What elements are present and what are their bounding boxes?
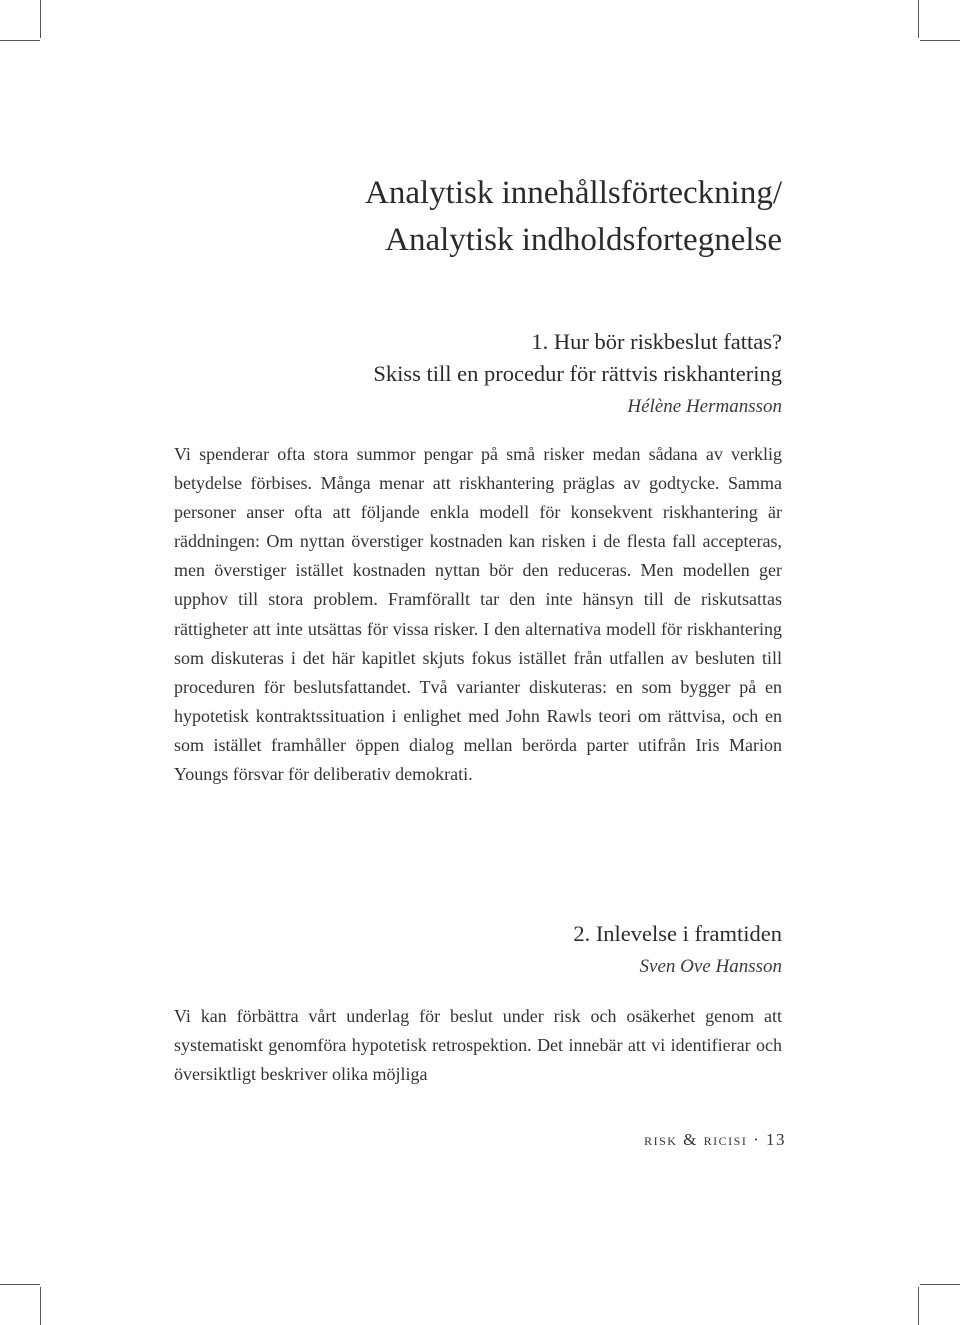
section-1-body: Vi spenderar ofta stora summor pengar på små risker medan sådana av verklig betydelse förbises. Många menar att riskhantering präglas av godtycke. Samma personer anser ofta att följande enkla modell för konsekvent riskhantering är räddningen: Om nyttan överstiger kostnaden kan risken i de flesta fall accepteras, men överstiger istället kostnaden nyttan bör den reduceras. Men modellen ger upphov till stora problem. Framförallt tar den inte hänsyn till de riskutsattas rättigheter att inte utsättas för vissa risker. I den alternativa modell för riskhantering som diskuteras i det här kapitlet skjuts fokus istället från utfallen av besluten till proceduren för beslutsfattandet. Två varianter diskuteras: en som bygger på en hypotetisk kontraktssituation i enlighet med John Rawls teori om rättvisa, och en som istället framhåller öppen dialog mellan berörda parter utifrån Iris Marion Youngs försvar för deliberativ demokrati.	[174, 444, 782, 785]
section-2	[174, 918, 782, 1089]
section-1-heading	[174, 326, 782, 390]
page-footer	[644, 1130, 786, 1150]
crop-mark-top-left-horizontal	[0, 40, 40, 41]
footer-separator: ·	[753, 1130, 761, 1149]
crop-mark-top-right-horizontal	[920, 40, 960, 41]
page-title	[170, 170, 782, 264]
crop-mark-top-left-vertical	[40, 0, 41, 38]
page-title-line-1: Analytisk innehållsförteckning/	[365, 175, 782, 211]
crop-mark-bottom-left-vertical	[40, 1287, 41, 1325]
section-2-heading-line-1: 2. Inlevelse i framtiden	[573, 921, 782, 946]
crop-mark-bottom-right-horizontal	[920, 1284, 960, 1285]
crop-mark-top-right-vertical	[918, 0, 919, 38]
section-1-heading-line-2: Skiss till en procedur för rättvis riskhantering	[373, 361, 782, 386]
section-2-body: Vi kan förbättra vårt underlag för beslut under risk och osäkerhet genom att systematiskt genomföra hypotetisk retrospektion. Det innebär att vi identifierar och översiktligt beskriver olika möjliga	[174, 1006, 782, 1085]
section-2-author: Sven Ove Hansson	[639, 956, 782, 977]
section-1-author: Hélène Hermansson	[627, 396, 782, 417]
crop-mark-bottom-right-vertical	[918, 1287, 919, 1325]
page-number: 13	[766, 1130, 786, 1149]
page-title-line-2: Analytisk indholdsfortegnelse	[385, 222, 782, 258]
section-1-heading-line-1: 1. Hur bör riskbeslut fattas?	[531, 329, 782, 354]
section-1	[174, 326, 782, 789]
running-title: risk & ricisi	[644, 1130, 748, 1149]
section-2-heading	[174, 918, 782, 950]
crop-mark-bottom-left-horizontal	[0, 1284, 40, 1285]
